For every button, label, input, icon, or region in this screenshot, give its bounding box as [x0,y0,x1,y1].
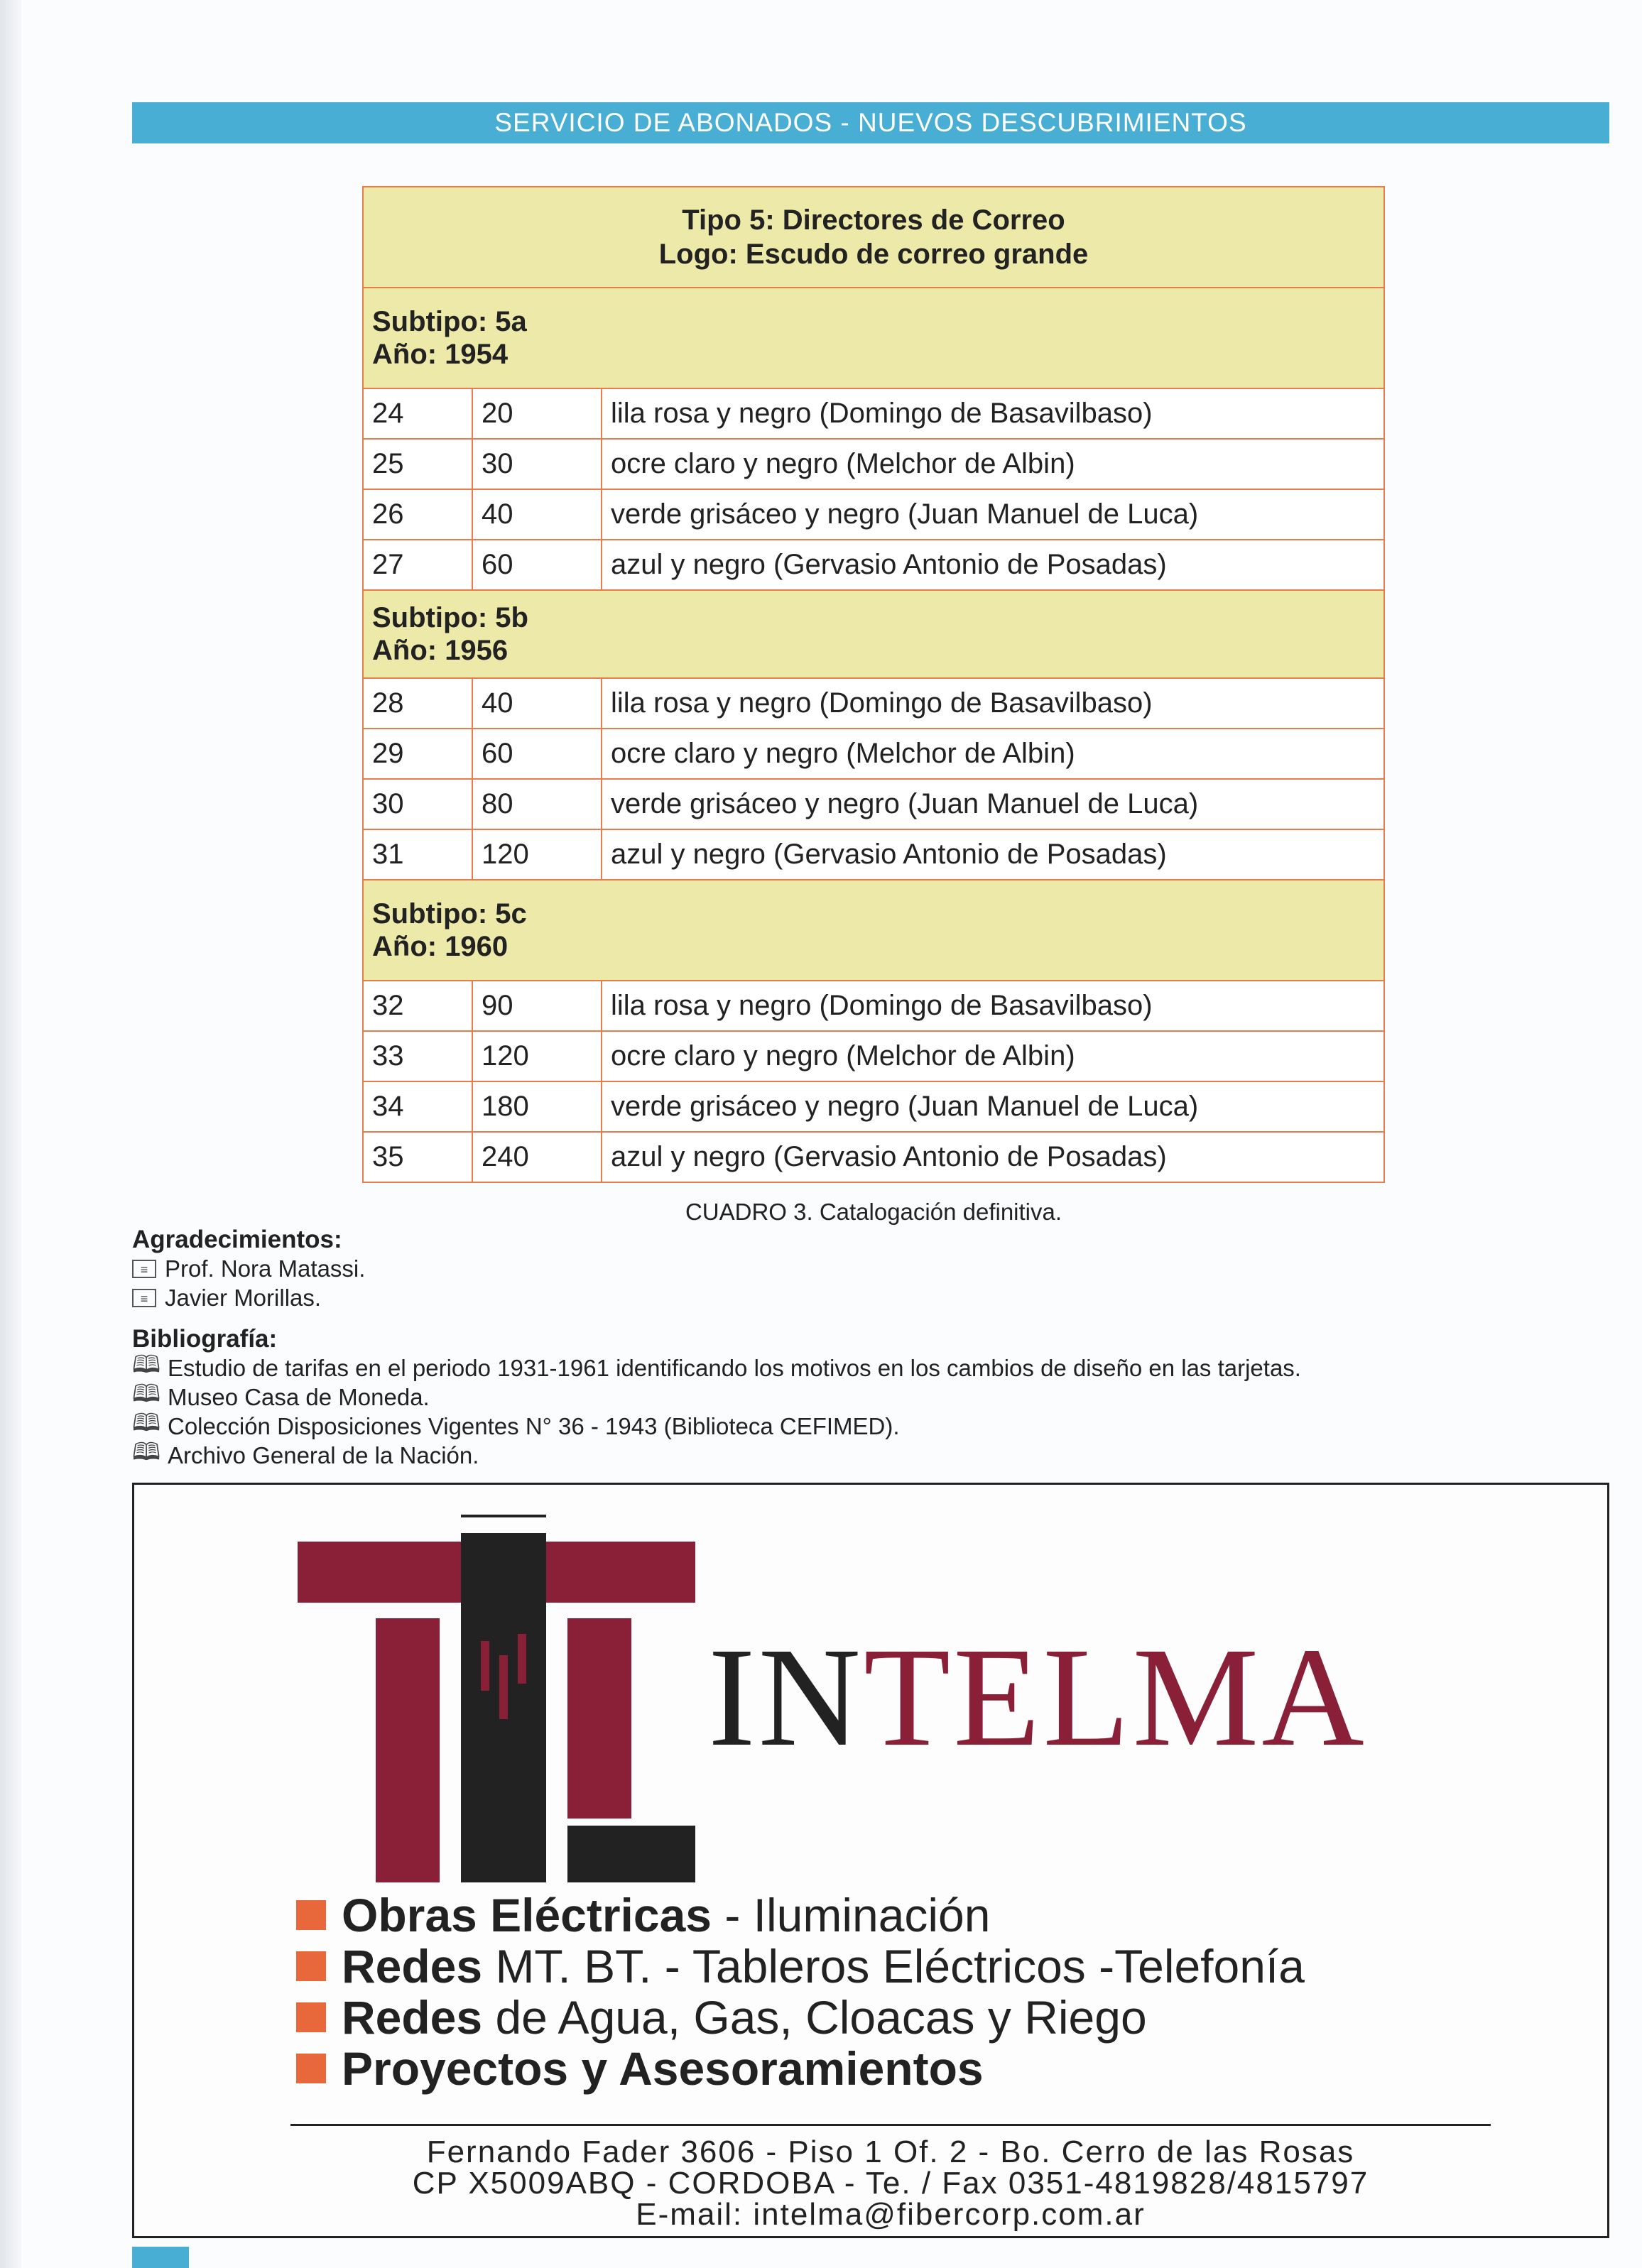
email-line: E-mail: intelma@fibercorp.com.ar [636,2197,1146,2232]
service-name: Redes [342,1940,483,1992]
row-number: 27 [363,540,472,590]
catalog-table [362,186,1385,1183]
subtype-label: Subtipo: 5c [372,898,527,929]
page-binding-edge [0,0,21,2268]
row-value: 80 [472,779,602,829]
service-name: Redes [342,1991,483,2044]
table-row [363,729,1384,779]
row-description: azul y negro (Gervasio Antonio de Posadas) [602,540,1384,590]
wordmark-prefix: IN [708,1619,864,1776]
row-value: 120 [472,829,602,880]
list-item [296,1941,1305,1992]
bibliography [132,1325,1301,1470]
row-value: 30 [472,439,602,489]
row-description: ocre claro y negro (Melchor de Albin) [602,1031,1384,1081]
table-row [363,1081,1384,1132]
intelma-wordmark [708,1619,1367,1776]
table-row [363,1031,1384,1081]
row-number: 29 [363,729,472,779]
acknowledgements [132,1226,365,1312]
acknowledgements-heading: Agradecimientos: [132,1226,342,1253]
subtype-label: Subtipo: 5b [372,602,528,633]
subtype-row [363,288,1384,388]
row-value: 20 [472,388,602,439]
list-item [132,1353,1301,1383]
row-number: 31 [363,829,472,880]
list-item [132,1441,1301,1470]
row-number: 24 [363,388,472,439]
table-row [363,489,1384,540]
table-row [363,540,1384,590]
row-description: lila rosa y negro (Domingo de Basavilbaso) [602,981,1384,1031]
row-value: 40 [472,678,602,729]
phone-line: CP X5009ABQ - CORDOBA - Te. / Fax 0351-4819828/4815797 [412,2166,1369,2201]
list-item [132,1254,365,1283]
address-line: Fernando Fader 3606 - Piso 1 Of. 2 - Bo. Cerro de las Rosas [426,2135,1355,2169]
acknowledgement-name: Prof. Nora Matassi. [165,1255,366,1282]
intelma-logo-icon [298,1506,695,1882]
intelma-advertisement [132,1483,1609,2238]
row-description: lila rosa y negro (Domingo de Basavilbaso) [602,678,1384,729]
row-number: 26 [363,489,472,540]
table-row [363,439,1384,489]
table-title [363,187,1384,288]
service-name: Obras Eléctricas [342,1889,712,1941]
table-row [363,829,1384,880]
service-detail: de Agua, Gas, Cloacas y Riego [482,1991,1147,2044]
subtype-year: Año: 1954 [372,339,509,370]
envelope-icon: ≡ [132,1289,156,1307]
wordmark-suffix: TELMA [864,1619,1367,1776]
subtype-label: Subtipo: 5a [372,306,527,337]
row-value: 120 [472,1031,602,1081]
table-row [363,1132,1384,1182]
bibliography-heading: Bibliografía: [132,1325,278,1353]
subtype-year: Año: 1960 [372,931,509,962]
bullet-square-icon [296,1951,326,1981]
row-description: ocre claro y negro (Melchor de Albin) [602,729,1384,779]
page-corner-tab [132,2247,189,2268]
list-item [132,1380,1301,1412]
bibliography-entry: Museo Casa de Moneda. [168,1383,430,1410]
bibliography-entry: Archivo General de la Nación. [168,1441,479,1468]
service-detail: MT. BT. - Tableros Eléctricos -Telefonía [482,1940,1305,1992]
services-list [296,1890,1305,2094]
table-row [363,981,1384,1031]
table-title-line2: Logo: Escudo de correo grande [658,239,1089,270]
subtype-header [363,880,1384,981]
bibliography-entry: Colección Disposiciones Vigentes N° 36 - 1943 (Biblioteca CEFIMED). [168,1412,900,1439]
list-item [296,1992,1305,2043]
bullet-square-icon [296,1900,326,1930]
row-description: azul y negro (Gervasio Antonio de Posadas) [602,829,1384,880]
row-number: 33 [363,1031,472,1081]
row-description: verde grisáceo y negro (Juan Manuel de Luca) [602,489,1384,540]
contact-address [290,2137,1491,2230]
row-value: 40 [472,489,602,540]
row-description: azul y negro (Gervasio Antonio de Posadas) [602,1132,1384,1182]
row-number: 28 [363,678,472,729]
row-value: 180 [472,1081,602,1132]
bibliography-entry: Estudio de tarifas en el periodo 1931-1961 identificando los motivos en los cambios de diseño en las tarjetas. [168,1354,1301,1381]
row-number: 25 [363,439,472,489]
row-number: 32 [363,981,472,1031]
bullet-square-icon [296,2054,326,2083]
acknowledgement-name: Javier Morillas. [165,1284,322,1311]
subtype-year: Año: 1956 [372,635,509,666]
row-description: lila rosa y negro (Domingo de Basavilbaso) [602,388,1384,439]
table-caption: CUADRO 3. Catalogación definitiva. [685,1199,1062,1225]
book-icon: 🕮 [132,1439,161,1466]
service-name: Proyectos y Asesoramientos [342,2042,984,2095]
subtype-row [363,590,1384,678]
service-detail: - Iluminación [711,1889,991,1941]
envelope-icon: ≡ [132,1260,156,1278]
book-icon: 🕮 [132,1380,161,1407]
bullet-square-icon [296,2002,326,2032]
list-item [296,2043,1305,2094]
table-row [363,678,1384,729]
list-item [132,1283,365,1312]
subtype-header [363,590,1384,678]
table-row [363,779,1384,829]
table-title-row [363,187,1384,288]
book-icon: 🕮 [132,1351,161,1378]
row-description: verde grisáceo y negro (Juan Manuel de Luca) [602,1081,1384,1132]
divider [290,2124,1491,2126]
book-icon: 🕮 [132,1410,161,1436]
row-value: 60 [472,729,602,779]
row-value: 240 [472,1132,602,1182]
row-value: 90 [472,981,602,1031]
section-banner: SERVICIO DE ABONADOS - NUEVOS DESCUBRIMIENTOS [132,102,1609,143]
subtype-header [363,288,1384,388]
row-number: 35 [363,1132,472,1182]
subtype-row [363,880,1384,981]
list-item [296,1890,1305,1941]
row-number: 30 [363,779,472,829]
table-row [363,388,1384,439]
row-description: verde grisáceo y negro (Juan Manuel de Luca) [602,779,1384,829]
row-value: 60 [472,540,602,590]
row-number: 34 [363,1081,472,1132]
list-item [132,1412,1301,1441]
row-description: ocre claro y negro (Melchor de Albin) [602,439,1384,489]
table-title-line1: Tipo 5: Directores de Correo [682,205,1065,236]
